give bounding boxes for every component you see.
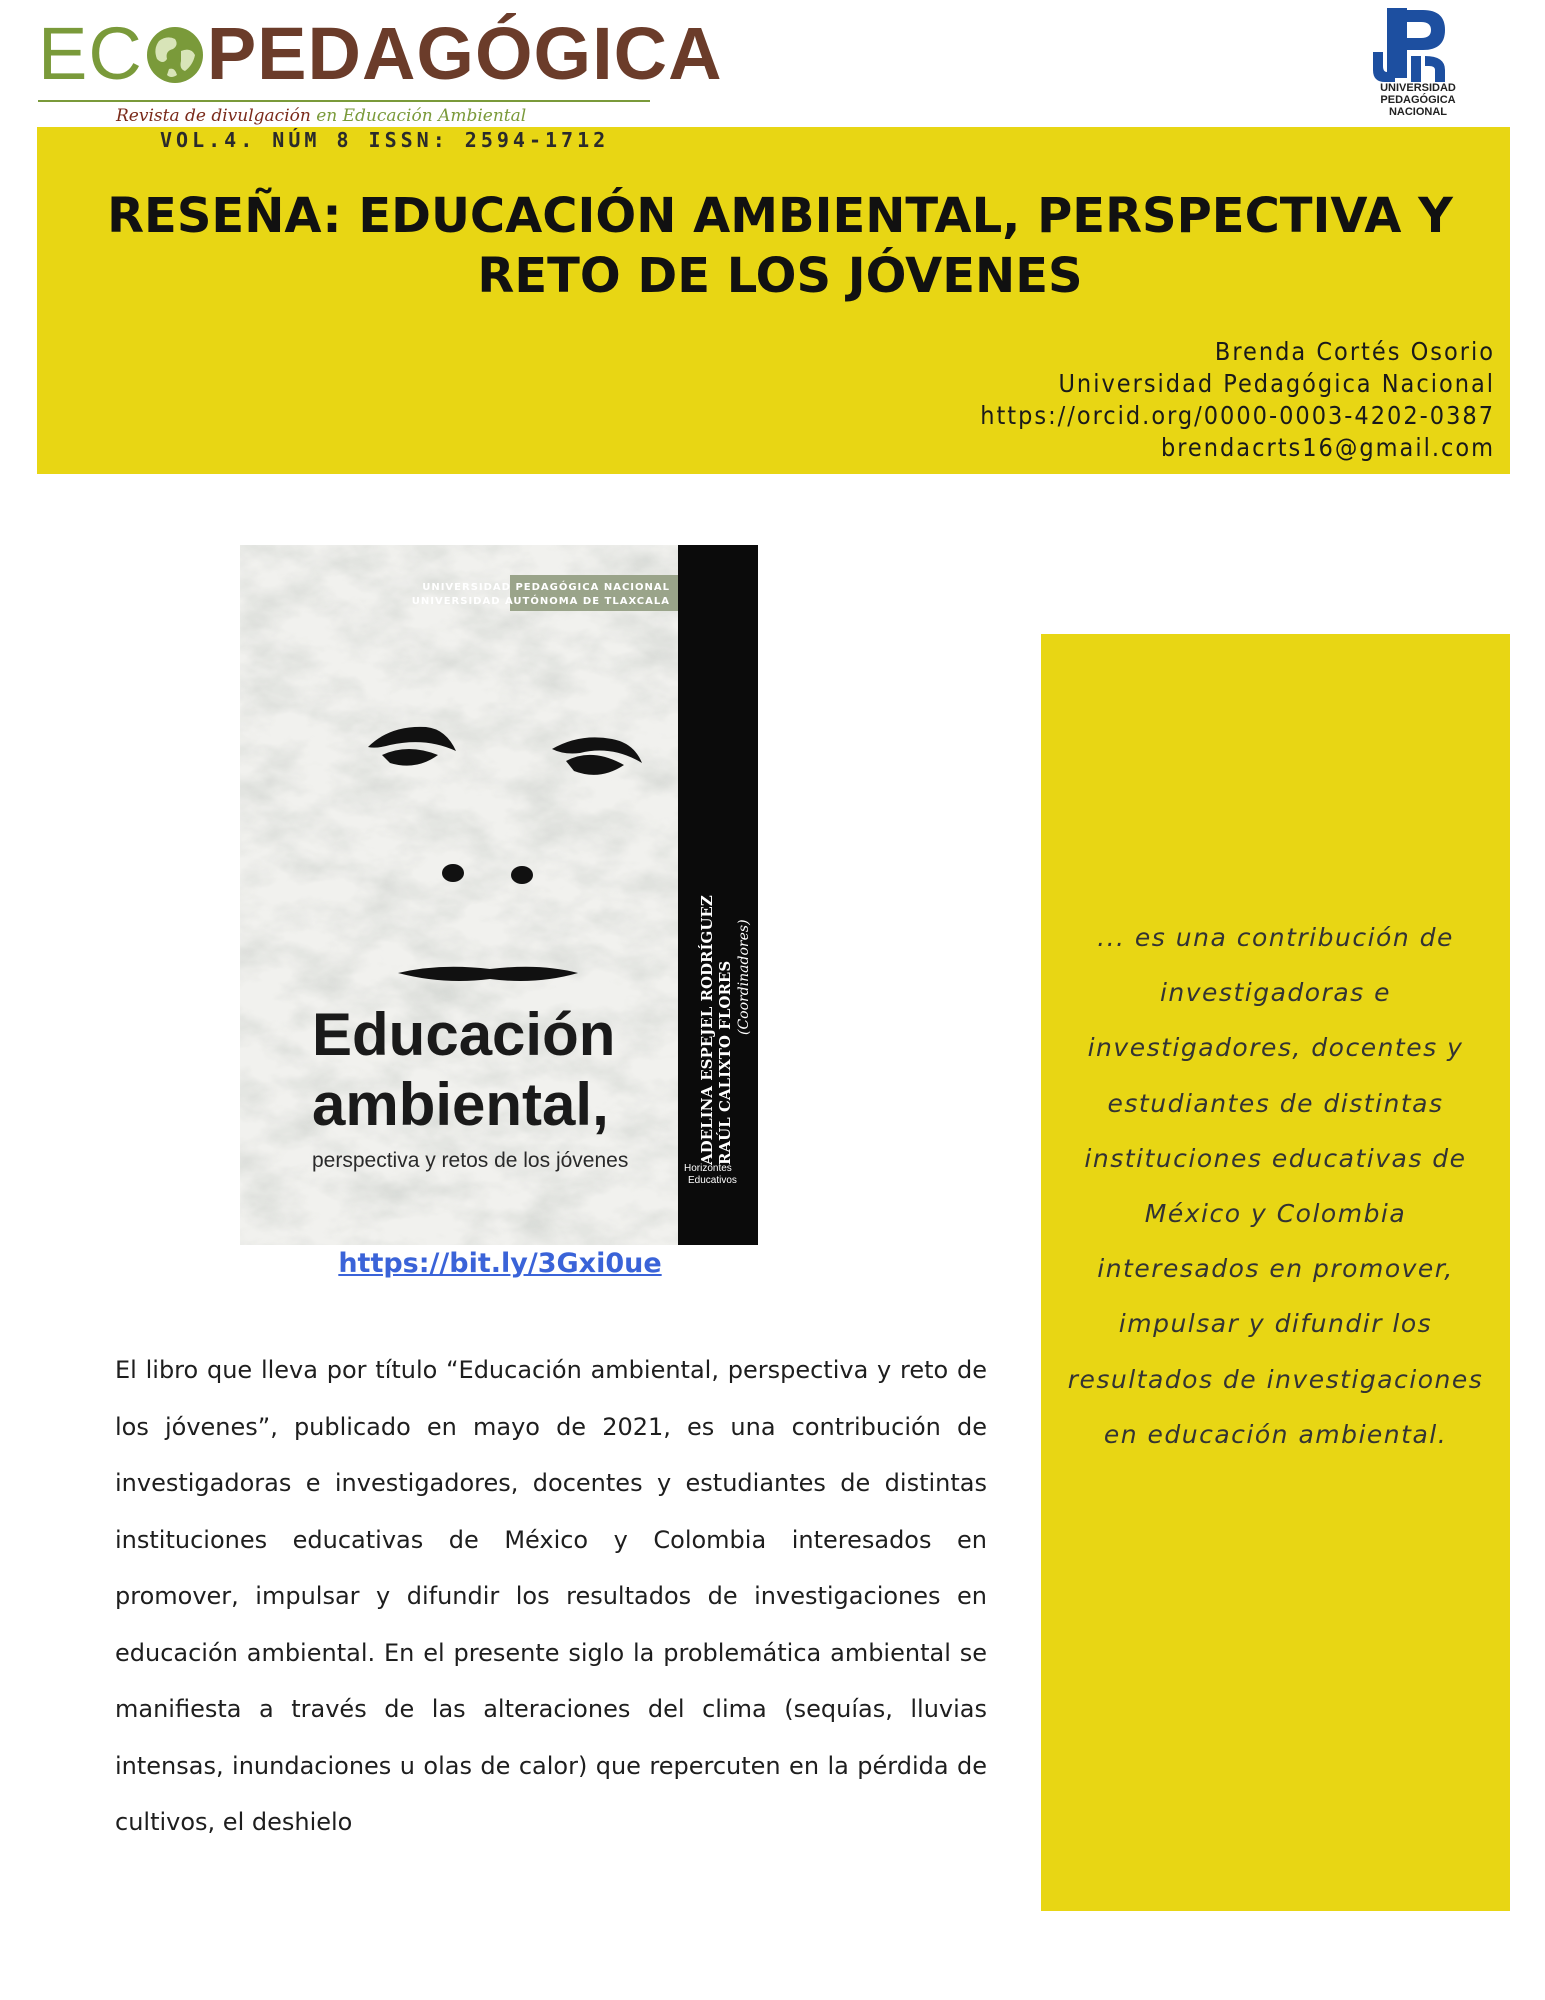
cover-editors-role: (Coordinadores) xyxy=(736,919,752,1035)
issue-info: VOL.4. NÚM 8 ISSN: 2594-1712 xyxy=(160,128,610,152)
cover-publisher-1: UNIVERSIDAD PEDAGÓGICA NACIONAL xyxy=(422,582,670,593)
body-paragraph: El libro que lleva por título “Educación ambiental, perspectiva y reto de los jóvenes”, publicado en mayo de 2021, es una contribución de investigadoras e investigadores, docentes y estudiantes de distintas instituciones educativas de México y Colombia interesados en promover, impulsar y difundir los resultados de investigaciones en educación ambiental. En el presente siglo la problemática ambiental se manifiesta a través de las alteraciones del clima (sequías, lluvias intensas, inundaciones u olas de calor) que repercuten en la pérdida de cultivos, el deshielo xyxy=(115,1356,987,1836)
upn-logo-text: UNIVERSIDAD PEDAGÓGICA NACIONAL xyxy=(1380,82,1456,118)
author-affiliation: Universidad Pedagógica Nacional xyxy=(1058,369,1495,398)
cover-series-1: Horizontes xyxy=(684,1163,732,1174)
logo-divider xyxy=(38,100,650,102)
cover-editor-1: ADELINA ESPEJEL RODRÍGUEZ xyxy=(698,895,716,1165)
logo-eco-text: EC xyxy=(38,12,143,95)
book-link[interactable]: https://bit.ly/3Gxi0ue xyxy=(338,1248,662,1279)
author-email: brendacrts16@gmail.com xyxy=(1160,433,1495,462)
cover-nostril-right xyxy=(511,866,533,884)
cover-series-2: Educativos xyxy=(688,1175,737,1186)
logo-pedagogica-text: PEDAGÓGICA xyxy=(206,12,723,95)
cover-title-line1: Educación xyxy=(312,1001,616,1068)
sidebar-quote: ... es una contribución de investigadoras e investigadores, docentes y estudiantes de distintas instituciones educativas de México y Colombia interesados en promover, impulsar y difundir los resultados de investigaciones en educación ambiental. xyxy=(1067,923,1484,1449)
logo-tagline: Revista de divulgación en Educación Ambiental xyxy=(116,106,527,126)
author-orcid: https://orcid.org/0000-0003-4202-0387 xyxy=(980,401,1495,430)
book-cover xyxy=(240,545,758,1245)
globe-icon xyxy=(145,25,205,85)
ecopedagogica-logo xyxy=(38,12,723,126)
cover-title-line2: ambiental, xyxy=(312,1071,609,1138)
cover-subtitle: perspectiva y retos de los jóvenes xyxy=(312,1149,629,1172)
author-name: Brenda Cortés Osorio xyxy=(1214,337,1495,366)
article-title: RESEÑA: EDUCACIÓN AMBIENTAL, PERSPECTIVA Y RETO DE LOS JÓVENES xyxy=(107,188,1453,304)
cover-publisher-2: UNIVERSIDAD AUTÓNOMA DE TLAXCALA xyxy=(411,596,670,607)
cover-editor-2: RAÚL CALIXTO FLORES xyxy=(716,960,734,1165)
author-block xyxy=(980,336,1495,464)
cover-nostril-left xyxy=(442,864,464,882)
